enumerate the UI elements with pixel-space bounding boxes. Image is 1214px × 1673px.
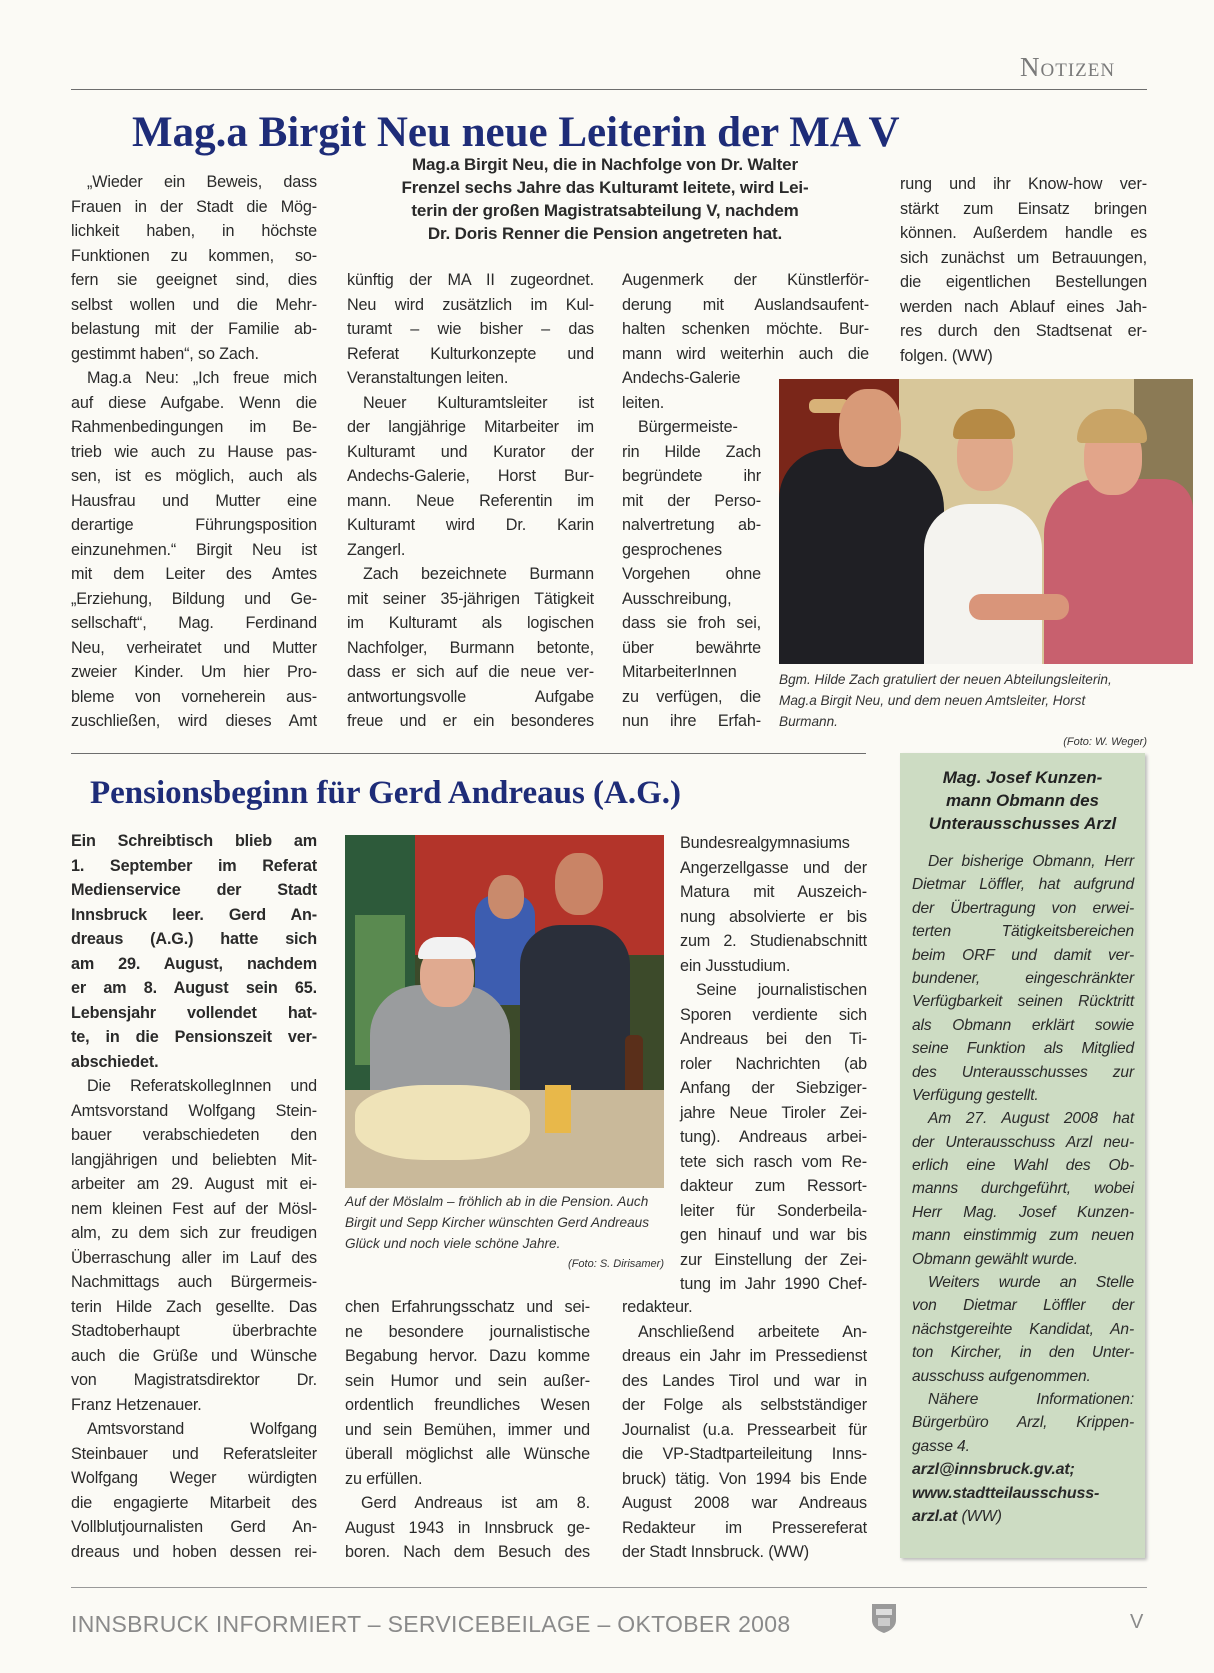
text-line: Kulturamt wird Dr. Karin [347,516,594,534]
paragraph [347,562,594,734]
photo-credit: (Foto: W. Weger) [1063,736,1147,748]
text-line: über bewährte [622,638,761,657]
text-line: Obmann gewählt wurde. [912,1250,1078,1268]
text-line: MitarbeiterInnen [622,663,737,681]
text-line: stärkt zum Einsatz bringen [900,199,1147,218]
text-line: Amtsvorstand Wolfgang Stein- [71,1101,317,1120]
text-line: ein Jusstudium. [680,956,791,975]
text-line: fern sie geeignet sind, dies [71,271,317,289]
sidebar-title [900,766,1145,835]
text-line: zu verfügen, die [622,687,761,706]
text-line: Am 27. August 2008 hat [928,1110,1134,1128]
text-line: und sein Bemühen, immer und [345,1420,590,1439]
text-line: langjährigen und beliebten Mit- [71,1150,317,1169]
text-line: sellschaft“, Mag. Ferdinand [71,614,317,632]
text-line: trieb wie auch zu Hause pas- [71,442,317,461]
article-column-3-narrow [622,366,761,734]
text-line: Hausfrau und Mutter eine [71,491,317,510]
text-line: selbst wollen und die Mehr- [71,295,317,314]
text-line: tung). Andreaus arbei- [680,1128,867,1146]
text-line: mann. Neue Referentin im [347,491,594,510]
text-line: Die ReferatskollegInnen und [87,1077,317,1095]
text-line: dass er sich auf die neue ver- [347,663,594,681]
text-line: tete sich rasch vom Re- [680,1152,867,1171]
text-line: Der bisherige Obmann, Herr [928,853,1134,870]
text-line: arbeiter am 29. August mit ei- [71,1175,317,1193]
text-line: des Unterausschusses zur [912,1063,1134,1081]
text-line: Referat Kulturkonzepte und [347,344,594,363]
article-column-1 [71,1074,317,1564]
paragraph [71,366,317,734]
text-line: zuschließen, wird dieses Amt [71,712,317,730]
text-line: leiten. [622,393,665,412]
text-line: Zach bezeichnete Burmann [363,565,594,583]
text-line: der Folge als selbstständiger [622,1396,867,1414]
text-line: die engagierte Mitarbeit des [71,1493,317,1512]
sidebar-body [912,850,1134,1528]
text-line: ordentlich freundliches Wesen [345,1396,590,1414]
text-line: mann einstimmig zum neuen [912,1227,1134,1245]
text-line: August 2008 war Andreaus [622,1494,867,1512]
text-line: tung im Jahr 1990 Chef- [680,1275,867,1293]
text-line: August 1943 in Innsbruck ge- [345,1518,590,1537]
text-line: von Magistratsdirektor Dr. [71,1371,317,1389]
text-line: Bürgerbüro Arzl, Krippen- [912,1414,1134,1432]
text-line: der Stadt Innsbruck. (WW) [622,1543,809,1561]
text-line: seine Funktion als Mitglied [912,1040,1134,1058]
article-column-3 [622,268,869,366]
text-line: Dietmar Löffler, hat aufgrund [912,876,1134,894]
lead-line: Dr. Doris Renner die Pension angetreten hat. [427,224,783,243]
article-column-2 [345,1295,590,1565]
text-line: dreaus ein Jahr im Pressedienst [622,1347,867,1365]
text-line: nalvertretung ab- [622,516,761,534]
paragraph [71,1074,317,1417]
text-line: derartige Führungsposition [71,516,317,534]
text-line: turamt – wie bisher – das [347,320,594,338]
text-line: dass sie froh sei, [622,614,761,632]
paragraph [900,172,1147,368]
text-line: auf diese Aufgabe. Wenn die [71,393,317,412]
text-line: zur Einstellung der Zei- [680,1250,867,1269]
text-line: „Wieder ein Beweis, dass [87,173,317,191]
caption-text: Auf der Möslalm – fröhlich ab in die Pension. Auch Birgit und Sepp Kircher wünschten Gerd Andreaus Glück und noch viele schöne Jahre. [345,1194,650,1251]
text-line: beim ORF und damit ver- [912,946,1134,964]
text-line: Stadtoberhaupt überbrachte [71,1322,317,1340]
text-line: dreaus und hoben dessen rei- [71,1542,317,1561]
paragraph [912,1107,1134,1271]
text-line: Überraschung aller im Lauf des [71,1248,317,1267]
text-line: ton Kircher, in den Unter- [912,1344,1134,1362]
text-line: Ausschreibung, [622,589,732,608]
page-number: V [1130,1611,1144,1633]
paragraph [622,366,761,415]
text-line: Anfang der Siebziger- [680,1079,867,1097]
paragraph [71,170,317,366]
text-line: te, in die Pensionszeit ver- [71,1028,317,1046]
lead-line: Frenzel sechs Jahre das Kulturamt leitete, wird Lei- [401,178,809,197]
lead-line: Mag.a Birgit Neu, die in Nachfolge von Dr. Walter [412,155,798,174]
text-line: Neuer Kulturamtsleiter ist [363,393,594,412]
section-divider [71,753,866,754]
text-line: abschiedet. [71,1052,159,1071]
text-line: können. Außerdem handle es [900,224,1147,242]
text-line: Andreaus bei den Ti- [680,1030,867,1048]
text-line: Kulturamt und Kurator der [347,442,594,461]
article-lead [71,829,317,1074]
text-line: Veranstaltungen leiten. [347,369,509,387]
text-line: erlich eine Wahl des Ob- [912,1157,1134,1175]
text-line: rung und ihr Know-how ver- [900,175,1147,193]
text-line: Redakteur im Pressereferat [622,1518,867,1537]
text-line: Frauen in der Stadt die Mög- [71,197,317,216]
text-line: Vorgehen ohne [622,565,761,583]
text-line: Medienservice der Stadt [71,881,317,899]
text-line: zu erfüllen. [345,1469,423,1488]
text-line: von Dietmar Löffler der [912,1297,1134,1315]
text-line: gasse 4. [912,1437,970,1455]
text-line: am 29. August, nachdem [71,954,317,973]
text-line: des Landes Tirol und war in [622,1371,867,1390]
paragraph [347,268,594,391]
text-line: mit dem Leiter des Amtes [71,565,317,583]
text-line: Weiters wurde an Stelle [928,1274,1134,1292]
text-line: lichkeit haben, in höchste [71,222,317,240]
footer-rule [71,1587,1147,1588]
text-line: res durch den Stadtsenat er- [900,322,1147,340]
text-line: ausschuss aufgenommen. [912,1367,1091,1385]
text-line: nung absolvierte er bis [680,907,867,926]
photo-caption [345,1191,664,1275]
text-line: Begabung hervor. Dazu komme [345,1347,590,1365]
text-line: gestimmt haben“, so Zach. [71,344,259,363]
text-line: die eigentlichen Bestellungen [900,273,1147,291]
text-line: ne besondere journalistische [345,1322,590,1341]
paragraph [71,829,317,1074]
article-column-3-lower [622,1295,867,1565]
paragraph [71,1417,317,1564]
text-line: „Erziehung, Bildung und Ge- [71,589,317,608]
text-line: Mag.a Neu: „Ich freue mich [87,369,317,387]
text-line: der Übertragung von erwei- [912,899,1134,917]
text-line: chen Erfahrungsschatz und sei- [345,1298,590,1316]
article-title: Pensionsbeginn für Gerd Andreaus (A.G.) [90,775,682,811]
text-line: Nachmittags auch Bürgermeis- [71,1273,317,1291]
sidebar-paragraphs [912,850,1134,1458]
text-line: im Kulturamt als logischen [347,614,594,632]
text-line: künftig der MA II zugeordnet. [347,271,594,289]
text-line: folgen. (WW) [900,346,993,365]
text-line: Andechs-Galerie, Horst Bur- [347,467,594,485]
text-line: Matura mit Auszeich- [680,883,867,901]
text-line: nächstgereihte Kandidat, An- [912,1320,1134,1338]
text-line: Seine journalistischen [696,981,867,999]
text-line: derung mit Auslandsaufent- [622,295,869,314]
paragraph [345,1295,590,1491]
sidebar-web-link[interactable]: arzl.at [912,1507,958,1525]
section-label: Notizen [1020,52,1116,82]
text-line: begründete ihr [622,467,761,485]
text-line: roler Nachrichten (ab [680,1054,867,1073]
text-line: redakteur. [622,1298,693,1316]
text-line: terin Hilde Zach gesellte. Das [71,1297,317,1316]
text-line: antwortungsvolle Aufgabe [347,687,594,706]
text-line: dakteur zum Ressort- [680,1177,867,1195]
paragraph [680,978,867,1297]
text-line: alm, zu dem sich zur freudigen [71,1224,317,1242]
photo-credit: (Foto: S. Dirisamer) [568,1258,664,1270]
text-line: Angerzellgasse und der [680,858,867,877]
text-line: boren. Nach dem Besuch des [345,1543,590,1561]
paragraph [912,1271,1134,1388]
text-line: Verfügbarkeit seinen Rücktritt [912,993,1134,1011]
sidebar-web-link[interactable]: www.stadtteilausschuss- [912,1484,1100,1502]
text-line: nem kleinen Fest auf der Mösl- [71,1199,317,1218]
text-line: Neu, verheiratet und Mutter [71,638,317,657]
text-line: Ein Schreibtisch blieb am [71,832,317,850]
text-line: Zangerl. [347,540,406,559]
text-line: halten schenken möchte. Bur- [622,320,869,338]
text-line: Lebensjahr vollendet hat- [71,1003,317,1022]
photo-farewell-party [345,835,664,1188]
lead-line: terin der großen Magistratsabteilung V, nachdem [411,201,799,220]
text-line: freue und er ein besonderes [347,712,594,730]
paragraph [622,1320,867,1565]
sidebar-title-line: Unterausschusses Arzl [928,814,1117,833]
text-line: Gerd Andreaus ist am 8. [361,1494,590,1512]
text-line: gen hinauf und war bis [680,1226,867,1244]
text-line: Anschließend arbeitete An- [638,1322,867,1341]
text-line: rin Hilde Zach [622,442,761,461]
city-crest-icon [870,1600,898,1634]
text-line: belastung mit der Familie ab- [71,320,317,338]
text-line: auch die Grüße und Wünsche [71,1346,317,1365]
text-line: Nachfolger, Burmann betonte, [347,638,594,657]
article-column-2 [347,268,594,734]
photo-officials [779,379,1193,664]
paragraph [680,831,867,978]
text-line: 1. September im Referat [71,856,317,875]
paragraph [345,1491,590,1565]
article-column-4 [900,172,1147,368]
paragraph [912,1388,1134,1458]
photo-caption [779,669,1147,753]
text-line: Nähere Informationen: [928,1390,1134,1408]
text-line: jahre Neue Tiroler Zei- [680,1103,867,1122]
text-line: bundener, eingeschränkter [912,969,1134,987]
text-line: Vollblutjournalisten Gerd An- [71,1518,317,1536]
text-line: Augenmerk der Künstlerför- [622,271,869,289]
text-line: mit der Perso- [622,491,761,510]
text-line: werden nach Ablauf eines Jah- [900,297,1147,316]
text-line: mit seiner 35-jährigen Tätigkeit [347,589,594,608]
text-line: Bürgermeiste- [638,418,738,436]
text-line: manns durchgeführt, wobei [912,1180,1134,1198]
text-line: Steinbauer und Referatsleiter [71,1444,317,1463]
text-line: der langjährige Mitarbeiter im [347,418,594,436]
paragraph [622,268,869,366]
text-line: Andechs-Galerie [622,369,741,387]
text-line: einzunehmen.“ Birgit Neu ist [71,540,317,559]
text-line: zum 2. Studienabschnitt [680,932,867,950]
text-line: sich zunächst um Betrauungen, [900,248,1147,267]
text-line: Innsbruck leer. Gerd An- [71,905,317,924]
text-line: gesprochenes [622,540,722,559]
paragraph [622,1295,867,1320]
paragraph [912,850,1134,1107]
text-line: Journalist (u.a. Pressearbeit für [622,1420,867,1439]
text-line: Bundesrealgymnasiums [680,834,850,852]
article-title: Mag.a Birgit Neu neue Leiterin der MA V [132,109,900,156]
text-line: mann wird weiterhin auch die [622,344,869,363]
text-line: die VP-Stadtparteileitung Inns- [622,1445,867,1463]
text-line: leiter für Sonderbeila- [680,1201,867,1220]
text-line: zweier Kinder. Um hier Pro- [71,663,317,681]
text-line: terten Tätigkeitsbereichen [912,923,1134,941]
text-line: bleme von vorneherein aus- [71,687,317,706]
paragraph [622,415,761,734]
text-line: als Obmann erklärt sowie [912,1016,1134,1034]
text-line: sein Humor und sein außer- [345,1371,590,1390]
footer-publication: INNSBRUCK INFORMIERT – SERVICEBEILAGE – OKTOBER 2008 [71,1611,791,1637]
sidebar-author: (WW) [957,1507,1002,1525]
text-line: Funktionen zu kommen, so- [71,246,317,265]
header-rule [71,89,1147,90]
sidebar-title-line: Mag. Josef Kunzen- [942,768,1103,787]
caption-text: Bgm. Hilde Zach gratuliert der neuen Abteilungsleiterin, Mag.a Birgit Neu, und dem neuen Amtsleiter, Horst Burmann. [779,672,1112,729]
sidebar-title-line: mann Obmann des [945,791,1100,810]
text-line: Franz Hetzenauer. [71,1395,202,1414]
text-line: der Unterausschuss Arzl neu- [912,1133,1134,1151]
text-line: bruck) tätig. Von 1994 bis Ende [622,1469,867,1488]
text-line: sen, ist es möglich, auch als [71,467,317,485]
sidebar-email-link[interactable]: arzl@innsbruck.gv.at; [912,1461,1075,1479]
text-line: Herr Mag. Josef Kunzen- [912,1203,1134,1221]
text-line: bauer verabschiedeten den [71,1126,317,1144]
text-line: überall möglichst alle Wünsche [345,1445,590,1463]
text-line: Amtsvorstand Wolfgang [87,1420,317,1438]
article-column-3 [680,831,867,1297]
text-line: Rahmenbedingungen im Be- [71,418,317,436]
text-line: Sporen verdiente sich [680,1005,867,1024]
text-line: nun ihre Erfah- [622,712,761,730]
article-lead [340,153,870,245]
text-line: Neu wird zusätzlich im Kul- [347,295,594,314]
text-line: er am 8. August sein 65. [71,979,317,997]
paragraph [347,391,594,563]
text-line: dreaus (A.G.) hatte sich [71,930,317,948]
text-line: Verfügung gestellt. [912,1086,1039,1104]
text-line: Wolfgang Weger würdigten [71,1469,317,1487]
article-column-1 [71,170,317,734]
